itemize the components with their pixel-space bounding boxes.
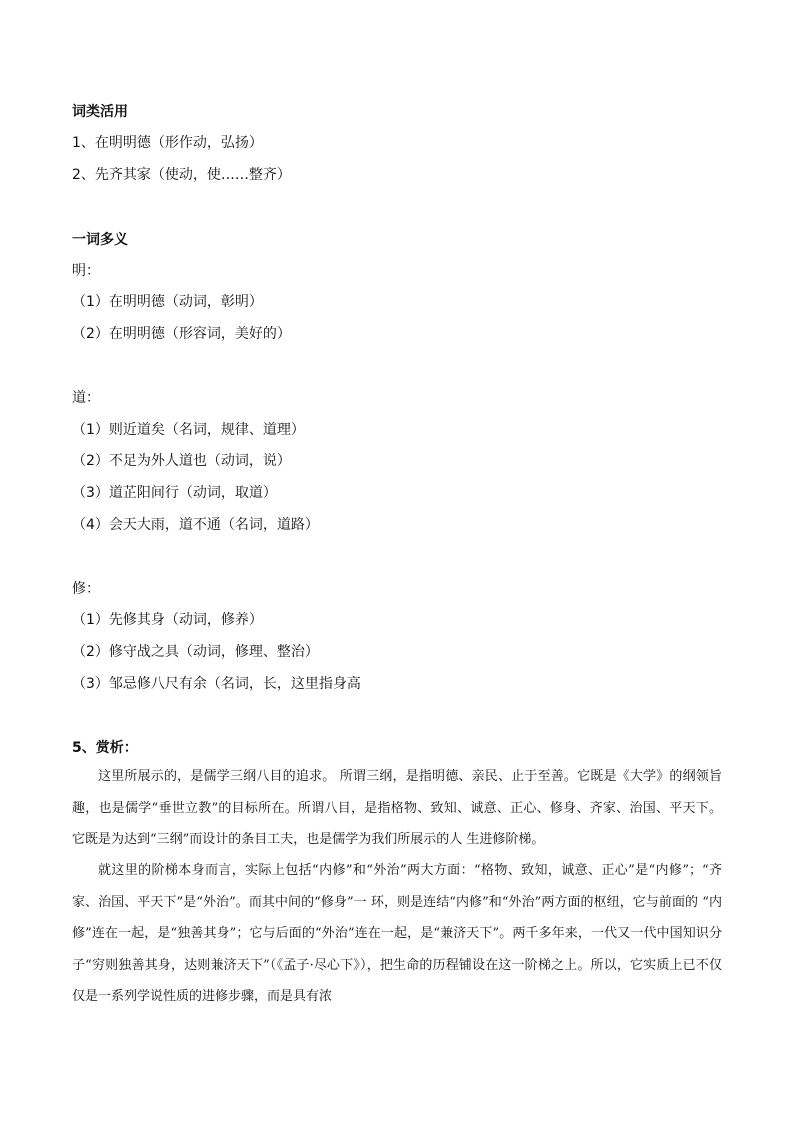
appreciation-heading: 5、赏析：	[72, 740, 138, 756]
appreciation-paragraph-2: 就这里的阶梯本身而言，实际上包括“内修”和“外治”两大方面：“格物、致知，诚意、正心”是“内修”；“齐家、治国、平天下”是“外治”。而其中间的“修身”一 环，则是连结“内修”和“外治”两方面的枢纽，它与前面的 “内修”连在一起，是“独善其身”；它与后面的“外治”连在一起，是“兼济天下”。两千多年来，一代又一代中国知识分子“穷则独善其身，达则兼济天下”（《孟子·尽心下》），把生命的历程铺设在这一阶梯之上。所以，它实质上已不仅仅是一系列学说性质的进修步骤，而是具有浓	[72, 863, 722, 1004]
polysemy-xiu-item-2: （2）修守战之具（动词，修理、整治）	[72, 644, 319, 660]
polysemy-heading: 一词多义	[72, 232, 128, 248]
polysemy-char-dao: 道：	[72, 390, 100, 406]
word-class-usage-item-1: 1、在明明德（形作动，弘扬）	[72, 135, 263, 151]
polysemy-char-ming: 明：	[72, 263, 100, 279]
polysemy-dao-item-4: （4）会天大雨，道不通（名词，道路）	[72, 517, 319, 533]
polysemy-char-xiu: 修：	[72, 581, 100, 597]
polysemy-dao-item-3: （3）道芷阳间行（动词，取道）	[72, 485, 277, 501]
polysemy-dao-item-2: （2）不足为外人道也（动词，说）	[72, 453, 291, 469]
polysemy-ming-item-2: （2）在明明德（形容词，美好的）	[72, 326, 291, 342]
polysemy-dao-item-1: （1）则近道矣（名词，规律、道理）	[72, 422, 305, 438]
polysemy-xiu-item-1: （1）先修其身（动词，修养）	[72, 612, 263, 628]
word-class-usage-heading: 词类活用	[72, 104, 128, 120]
polysemy-xiu-item-3: （3）邹忌修八尺有余（名词，长，这里指身高	[72, 676, 361, 692]
polysemy-ming-item-1: （1）在明明德（动词，彰明）	[72, 294, 263, 310]
word-class-usage-item-2: 2、先齐其家（使动，使……整齐）	[72, 167, 291, 183]
appreciation-paragraph-1: 这里所展示的，是儒学三纲八目的追求。 所谓三纲，是指明德、亲民、止于至善。它既是《大学》的纲领旨趣，也是儒学“垂世立教”的目标所在。所谓八目，是指格物、致知、诚意、正心、修身、齐家、治国、平天下。它既是为达到“三纲”而设计的条目工夫，也是儒学为我们所展示的人 生进修阶梯。	[72, 769, 722, 847]
